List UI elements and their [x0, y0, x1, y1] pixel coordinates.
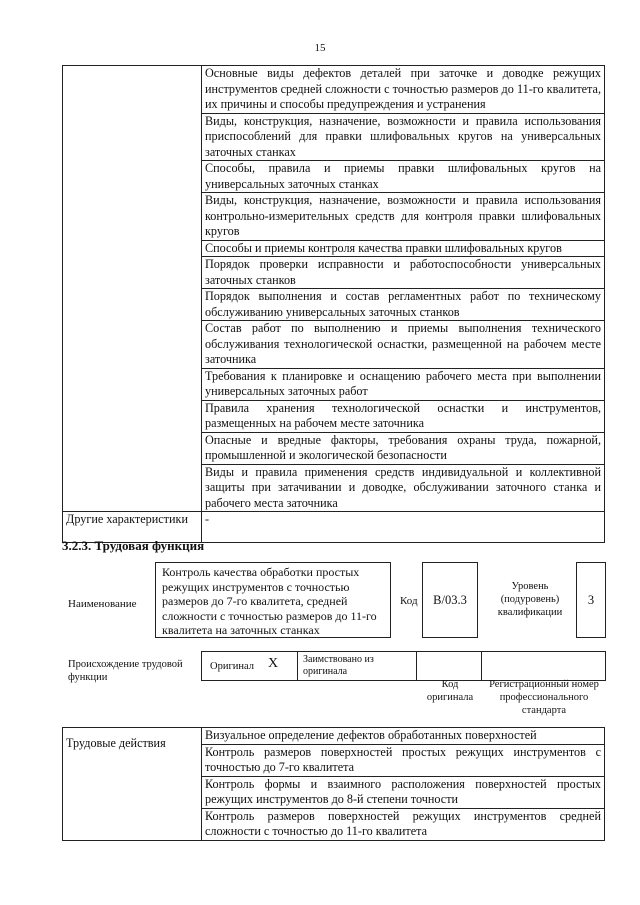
- knowledge-table: [62, 65, 605, 543]
- action-item: Контроль размеров поверхностей простых режущих инструментов с точностью до 7-го квалитета: [202, 744, 605, 776]
- knowledge-item: Порядок проверки исправности и работоспособности универсальных заточных станков: [202, 257, 605, 289]
- knowledge-item: Виды, конструкция, назначение, возможности и правила использования приспособлений для правки шлифовальных кругов на универсальных заточных станках: [202, 113, 605, 161]
- origin-divider: [481, 651, 482, 681]
- action-item: Визуальное определение дефектов обработанных поверхностей: [202, 728, 605, 745]
- borrowed-label: Заимствовано из оригинала: [303, 654, 374, 677]
- other-characteristics-value: -: [202, 512, 605, 543]
- original-label: Оригинал: [210, 661, 254, 672]
- knowledge-item: Способы, правила и приемы правки шлифовальных кругов на универсальных заточных станках: [202, 161, 605, 193]
- knowledge-label-cell: [63, 66, 202, 512]
- knowledge-item: Требования к планировке и оснащению рабочего места при выполнении универсальных заточных работ: [202, 368, 605, 400]
- knowledge-item: Виды, конструкция, назначение, возможности и правила использования контрольно-измерительных средств для контроля правки шлифовальных кругов: [202, 193, 605, 241]
- knowledge-item: Состав работ по выполнению и приемы выполнения технического обслуживания технологической оснастки, размещенной на рабочем месте заточника: [202, 321, 605, 369]
- action-item: Контроль формы и взаимного расположения поверхностей простых режущих инструментов до 8-й степени точности: [202, 776, 605, 808]
- code-origin-caption: Код оригинала: [426, 679, 474, 703]
- knowledge-item: Способы и приемы контроля качества правки шлифовальных кругов: [202, 240, 605, 257]
- actions-label: Трудовые действия: [63, 728, 202, 841]
- origin-divider: [297, 651, 298, 681]
- other-characteristics-label: Другие характеристики: [63, 512, 202, 543]
- registration-caption: Регистрационный номер профессионального стандарта: [489, 679, 599, 716]
- actions-table: [62, 727, 605, 841]
- knowledge-item: Порядок выполнения и состав регламентных работ по техническому обслуживанию универсальных заточных станков: [202, 289, 605, 321]
- knowledge-item: Правила хранения технологической оснастки и инструментов, размещенных на рабочем месте заточника: [202, 400, 605, 432]
- qualification-level: 3: [576, 562, 606, 638]
- function-code: B/03.3: [422, 562, 478, 638]
- knowledge-item: Основные виды дефектов деталей при заточке и доводке режущих инструментов средней сложности с точностью размеров до 11-го квалитета, их причины и способы предупреждения и устранения: [202, 66, 605, 114]
- knowledge-item: Опасные и вредные факторы, требования охраны труда, пожарной, промышленной и экологической безопасности: [202, 432, 605, 464]
- name-label: Наименование: [68, 598, 137, 610]
- original-mark: X: [268, 656, 279, 671]
- origin-label: Происхождение трудовой функции: [68, 659, 183, 683]
- origin-divider: [416, 651, 417, 681]
- knowledge-item: Виды и правила применения средств индивидуальной и коллективной защиты при затачивании и доводке, обслуживании заточного станка и рабочего места заточника: [202, 464, 605, 512]
- action-item: Контроль размеров поверхностей режущих инструментов средней сложности с точностью до 11-го квалитета: [202, 808, 605, 840]
- function-name: Контроль качества обработки простых режущих инструментов с точностью размеров до 7-го квалитета, средней сложности с точностью размеров до 11-го квалитета на заточных станках: [155, 562, 391, 638]
- level-label: Уровень (подуровень) квалификации: [497, 581, 563, 618]
- section-title: 3.2.3. Трудовая функция: [62, 538, 205, 553]
- page-number: 15: [314, 42, 326, 54]
- code-label: Код: [400, 595, 418, 607]
